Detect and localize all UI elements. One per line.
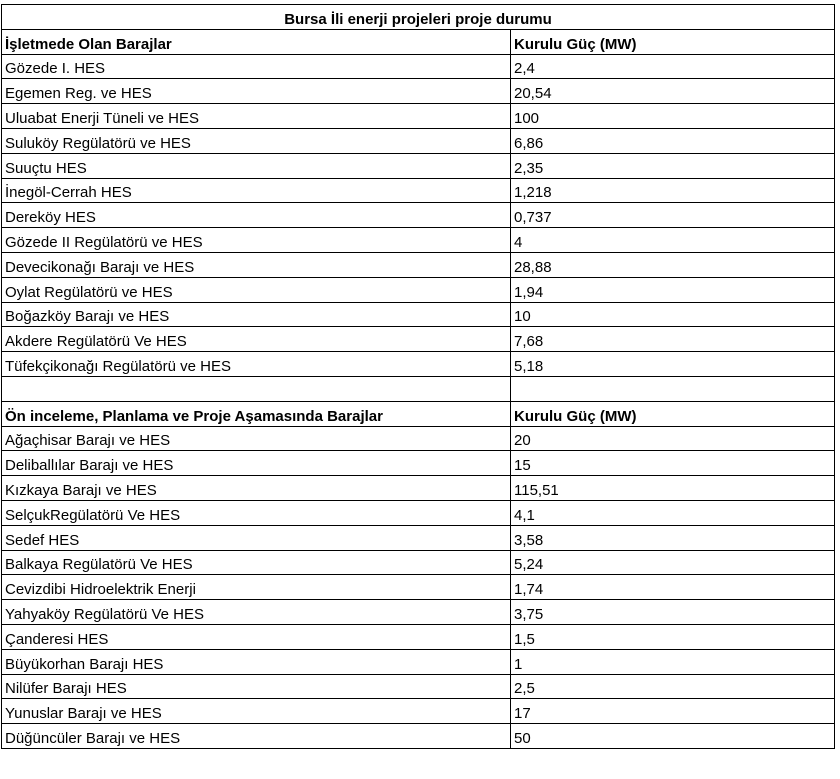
empty-cell — [511, 376, 835, 401]
dam-name-cell: Sedef HES — [2, 525, 511, 550]
power-cell: 28,88 — [511, 252, 835, 277]
power-cell: 1,94 — [511, 277, 835, 302]
section2-heading: Ön inceleme, Planlama ve Proje Aşamasında Barajlar — [2, 401, 511, 426]
table-row — [2, 54, 835, 79]
table-row — [2, 352, 835, 377]
table-row — [2, 252, 835, 277]
table-row — [2, 277, 835, 302]
dam-name-cell: Uluabat Enerji Tüneli ve HES — [2, 104, 511, 129]
power-cell: 2,35 — [511, 153, 835, 178]
table-row — [2, 649, 835, 674]
dam-name-cell: Nilüfer Barajı HES — [2, 674, 511, 699]
power-cell: 3,58 — [511, 525, 835, 550]
power-cell: 4,1 — [511, 500, 835, 525]
table-row — [2, 674, 835, 699]
dam-name-cell: Suluköy Regülatörü ve HES — [2, 128, 511, 153]
dam-name-cell: Kızkaya Barajı ve HES — [2, 476, 511, 501]
section-header-row — [2, 29, 835, 54]
power-cell: 115,51 — [511, 476, 835, 501]
table-row — [2, 327, 835, 352]
section1-heading: İşletmede Olan Barajlar — [2, 29, 511, 54]
section2-power-header: Kurulu Güç (MW) — [511, 401, 835, 426]
table-row — [2, 525, 835, 550]
dam-name-cell: Tüfekçikonağı Regülatörü ve HES — [2, 352, 511, 377]
power-cell: 5,18 — [511, 352, 835, 377]
empty-cell — [2, 376, 511, 401]
dam-name-cell: Büyükorhan Barajı HES — [2, 649, 511, 674]
title-row — [2, 5, 835, 30]
empty-row — [2, 376, 835, 401]
dam-name-cell: Balkaya Regülatörü Ve HES — [2, 550, 511, 575]
dam-name-cell: Suuçtu HES — [2, 153, 511, 178]
table-row — [2, 128, 835, 153]
power-cell: 100 — [511, 104, 835, 129]
dam-name-cell: SelçukRegülatörü Ve HES — [2, 500, 511, 525]
section-header-row — [2, 401, 835, 426]
dam-name-cell: Boğazköy Barajı ve HES — [2, 302, 511, 327]
power-cell: 2,4 — [511, 54, 835, 79]
table-row — [2, 228, 835, 253]
dam-name-cell: Ağaçhisar Barajı ve HES — [2, 426, 511, 451]
table-row — [2, 79, 835, 104]
dam-name-cell: Gözede II Regülatörü ve HES — [2, 228, 511, 253]
table-row — [2, 451, 835, 476]
dam-name-cell: Deliballılar Barajı ve HES — [2, 451, 511, 476]
power-cell: 0,737 — [511, 203, 835, 228]
section1-power-header: Kurulu Güç (MW) — [511, 29, 835, 54]
power-cell: 5,24 — [511, 550, 835, 575]
table-row — [2, 178, 835, 203]
dam-name-cell: Gözede I. HES — [2, 54, 511, 79]
power-cell: 20 — [511, 426, 835, 451]
table-row — [2, 600, 835, 625]
dam-name-cell: Egemen Reg. ve HES — [2, 79, 511, 104]
table-row — [2, 550, 835, 575]
table-row — [2, 302, 835, 327]
dam-name-cell: Yahyaköy Regülatörü Ve HES — [2, 600, 511, 625]
table-row — [2, 500, 835, 525]
table-row — [2, 104, 835, 129]
table-row — [2, 624, 835, 649]
table-row — [2, 476, 835, 501]
table-row — [2, 575, 835, 600]
table-row — [2, 699, 835, 724]
power-cell: 20,54 — [511, 79, 835, 104]
dam-name-cell: Dereköy HES — [2, 203, 511, 228]
dam-name-cell: Cevizdibi Hidroelektrik Enerji — [2, 575, 511, 600]
dam-name-cell: İnegöl-Cerrah HES — [2, 178, 511, 203]
power-cell: 1,74 — [511, 575, 835, 600]
dam-name-cell: Yunuslar Barajı ve HES — [2, 699, 511, 724]
power-cell: 6,86 — [511, 128, 835, 153]
power-cell: 10 — [511, 302, 835, 327]
power-cell: 15 — [511, 451, 835, 476]
power-cell: 1 — [511, 649, 835, 674]
power-cell: 1,5 — [511, 624, 835, 649]
dam-name-cell: Düğüncüler Barajı ve HES — [2, 724, 511, 749]
table-body — [2, 5, 835, 749]
power-cell: 3,75 — [511, 600, 835, 625]
table-title: Bursa İli enerji projeleri proje durumu — [2, 5, 835, 30]
dam-name-cell: Akdere Regülatörü Ve HES — [2, 327, 511, 352]
table-row — [2, 426, 835, 451]
power-cell: 2,5 — [511, 674, 835, 699]
table-row — [2, 153, 835, 178]
energy-projects-table — [1, 4, 835, 749]
power-cell: 17 — [511, 699, 835, 724]
power-cell: 50 — [511, 724, 835, 749]
dam-name-cell: Çanderesi HES — [2, 624, 511, 649]
power-cell: 4 — [511, 228, 835, 253]
table-row — [2, 203, 835, 228]
dam-name-cell: Oylat Regülatörü ve HES — [2, 277, 511, 302]
table-row — [2, 724, 835, 749]
power-cell: 7,68 — [511, 327, 835, 352]
power-cell: 1,218 — [511, 178, 835, 203]
dam-name-cell: Devecikonağı Barajı ve HES — [2, 252, 511, 277]
